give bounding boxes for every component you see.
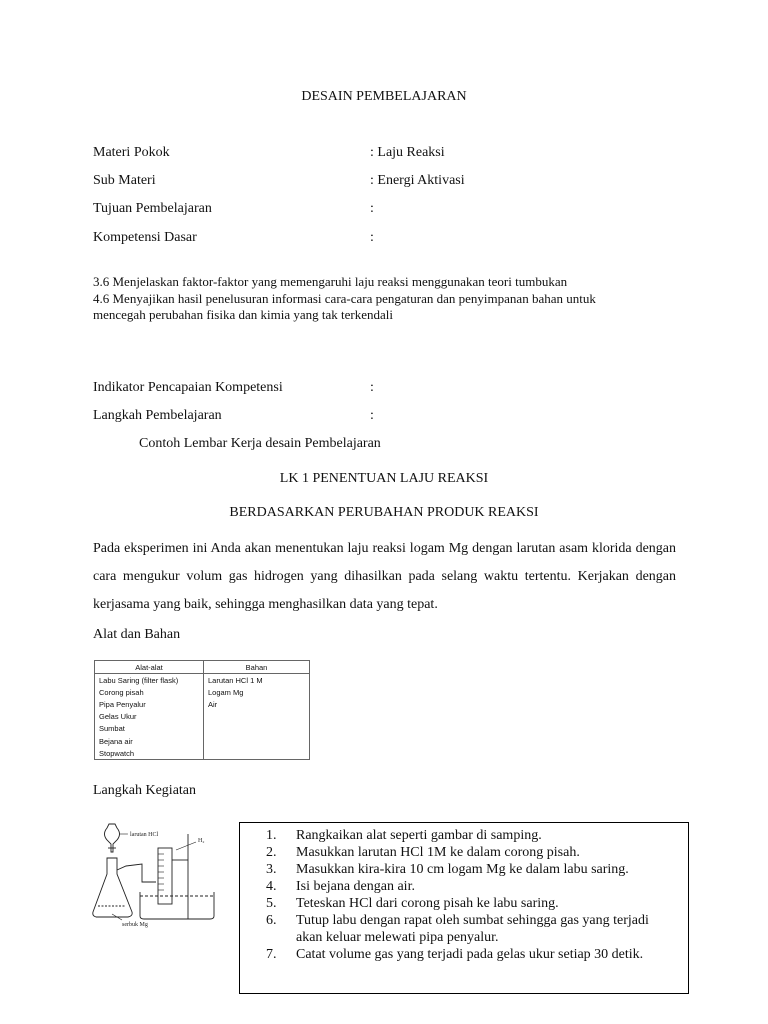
field-label-tujuan: Tujuan Pembelajaran <box>93 201 212 216</box>
table-cell: Pipa Penyalur <box>95 698 204 710</box>
table-row <box>95 723 310 735</box>
table-row <box>95 711 310 723</box>
table-row <box>95 735 310 747</box>
step-text: Rangkaikan alat seperti gambar di samping. <box>296 828 542 843</box>
table-cell: Air <box>204 698 310 710</box>
filter-flask-icon <box>93 858 132 917</box>
step-item: 1. Rangkaikan alat seperti gambar di samping. <box>266 828 542 843</box>
field-value-kompetensi-dasar: : <box>370 230 374 245</box>
table-cell <box>204 711 310 723</box>
lk-subtitle: BERDASARKAN PERUBAHAN PRODUK REAKSI <box>229 505 539 520</box>
table-cell: Larutan HCl 1 M <box>204 674 310 687</box>
step-text: Isi bejana dengan air. <box>296 879 415 894</box>
step-item: 5. Teteskan HCl dari corong pisah ke labu saring. <box>266 896 559 911</box>
alat-bahan-table <box>94 660 310 760</box>
field-value-materi-pokok: : Laju Reaksi <box>370 145 445 160</box>
step-item: 4. Isi bejana dengan air. <box>266 879 415 894</box>
step-text: Teteskan HCl dari corong pisah ke labu saring. <box>296 896 559 911</box>
kd-line-4-6: 4.6 Menyajikan hasil penelusuran informasi cara-cara pengaturan dan penyimpanan bahan untuk <box>93 291 596 306</box>
table-cell: Stopwatch <box>95 747 204 760</box>
intro-paragraph: Pada eksperimen ini Anda akan menentukan laju reaksi logam Mg dengan larutan asam klorida dengan cara mengukur volum gas hidrogen yang dihasilkan pada selang waktu tertentu. Kerjakan dengan kerjasama yang baik, sehingga menghasilkan data yang tepat. <box>93 541 676 612</box>
table-row <box>95 747 310 760</box>
field-value-sub-materi: : Energi Aktivasi <box>370 173 465 188</box>
delivery-tube-icon <box>117 864 156 882</box>
table-cell: Logam Mg <box>204 686 310 698</box>
table-cell: Gelas Ukur <box>95 711 204 723</box>
field-value-indikator: : <box>370 380 374 395</box>
apparatus-diagram <box>92 820 220 930</box>
table-cell: Corong pisah <box>95 686 204 698</box>
contoh-caption: Contoh Lembar Kerja desain Pembelajaran <box>139 436 381 451</box>
table-cell <box>204 723 310 735</box>
table-row <box>95 674 310 687</box>
table-header-alat: Alat-alat <box>95 661 204 674</box>
step-item: 2. Masukkan larutan HCl 1M ke dalam corong pisah. <box>266 845 580 860</box>
field-label-materi-pokok: Materi Pokok <box>93 145 170 160</box>
step-item: 6. Tutup labu dengan rapat oleh sumbat sehingga gas yang terjadi akan keluar melewati pipa penyalur. <box>266 913 649 945</box>
alat-bahan-heading: Alat dan Bahan <box>93 627 181 642</box>
table-cell: Bejana air <box>95 735 204 747</box>
label-larutan-hcl: larutan HCl <box>130 832 159 838</box>
label-h2: H₂ <box>198 838 205 844</box>
field-label-indikator: Indikator Pencapaian Kompetensi <box>93 380 283 395</box>
label-serbuk-mg: serbuk Mg <box>122 922 148 928</box>
step-text: Masukkan kira-kira 10 cm logam Mg ke dalam labu saring. <box>296 862 629 877</box>
table-header-bahan: Bahan <box>204 661 310 674</box>
lk-title: LK 1 PENENTUAN LAJU REAKSI <box>279 471 489 486</box>
step-text: Catat volume gas yang terjadi pada gelas ukur setiap 30 detik. <box>296 947 644 962</box>
kd-line-3-6: 3.6 Menjelaskan faktor-faktor yang memengaruhi laju reaksi menggunakan teori tumbukan <box>93 274 568 289</box>
step-text: Tutup labu dengan rapat oleh sumbat sehingga gas yang terjadi akan keluar melewati pipa penyalur. <box>296 913 649 945</box>
steps-box <box>239 822 689 994</box>
langkah-kegiatan-heading: Langkah Kegiatan <box>93 783 197 798</box>
table-row <box>95 686 310 698</box>
kd-line-4-6-cont: mencegah perubahan fisika dan kimia yang tak terkendali <box>93 307 393 322</box>
field-value-langkah: : <box>370 408 374 423</box>
table-cell <box>204 747 310 760</box>
field-value-tujuan: : <box>370 201 374 216</box>
field-label-langkah: Langkah Pembelajaran <box>93 408 222 423</box>
steps-list <box>260 827 670 963</box>
field-label-kompetensi-dasar: Kompetensi Dasar <box>93 230 197 245</box>
step-item: 7. Catat volume gas yang terjadi pada gelas ukur setiap 30 detik. <box>266 947 644 962</box>
step-text: Masukkan larutan HCl 1M ke dalam corong pisah. <box>296 845 580 860</box>
step-item: 3. Masukkan kira-kira 10 cm logam Mg ke dalam labu saring. <box>266 862 629 877</box>
document-title: DESAIN PEMBELAJARAN <box>301 89 467 104</box>
table-cell: Sumbat <box>95 723 204 735</box>
table-cell <box>204 735 310 747</box>
table-row <box>95 698 310 710</box>
field-label-sub-materi: Sub Materi <box>93 173 156 188</box>
table-cell: Labu Saring (filter flask) <box>95 674 204 687</box>
